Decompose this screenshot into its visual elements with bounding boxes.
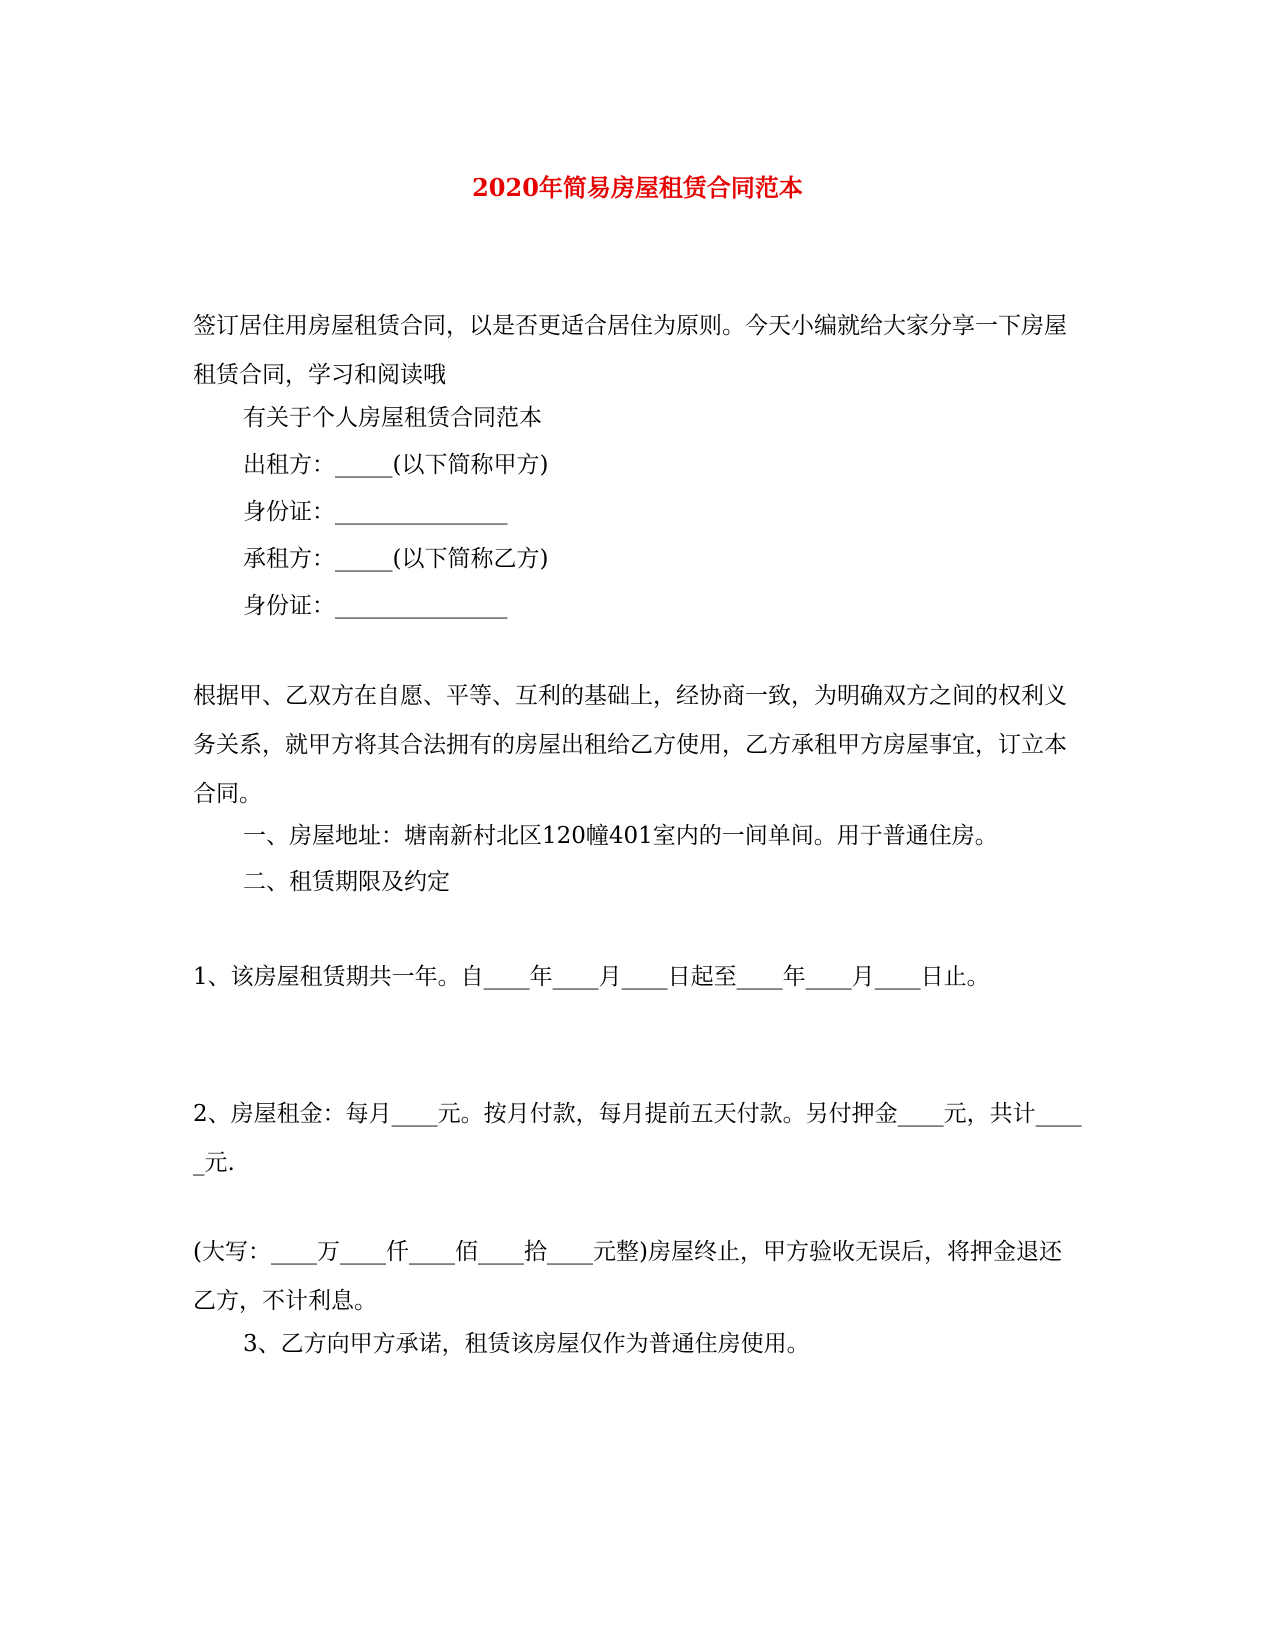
lessee-id-line: 身份证：_______________ (243, 593, 508, 619)
contract-heading: 有关于个人房屋租赁合同范本 (243, 405, 542, 431)
item-2: 2、房屋租金：每月____元。按月付款，每月提前五天付款。另付押金____元，共计_____元. (193, 1101, 1082, 1176)
clause-1: 一、房屋地址：塘南新村北区120幢401室内的一间单间。用于普通住房。 (243, 823, 998, 849)
item-capital: (大写：____万____仟____佰____拾____元整)房屋终止，甲方验收无误后，将押金退还乙方，不计利息。 (193, 1239, 1062, 1314)
lessee-line: 承租方：_____(以下简称乙方) (243, 546, 549, 572)
lessor-line: 出租方：_____(以下简称甲方) (243, 452, 549, 478)
item-1: 1、该房屋租赁期共一年。自____年____月____日起至____年____月____日止。 (193, 964, 990, 990)
clause-2: 二、租赁期限及约定 (243, 869, 450, 895)
intro-paragraph: 签订居住用房屋租赁合同，以是否更适合居住为原则。今天小编就给大家分享一下房屋租赁合同，学习和阅读哦 (193, 313, 1067, 388)
lessor-id-line: 身份证：_______________ (243, 499, 508, 525)
preamble-paragraph: 根据甲、乙双方在自愿、平等、互利的基础上，经协商一致，为明确双方之间的权利义务关系，就甲方将其合法拥有的房屋出租给乙方使用，乙方承租甲方房屋事宜，订立本合同。 (193, 683, 1067, 807)
document-title: 2020年简易房屋租赁合同范本 (472, 173, 803, 202)
item-3: 3、乙方向甲方承诺，租赁该房屋仅作为普通住房使用。 (243, 1331, 810, 1357)
